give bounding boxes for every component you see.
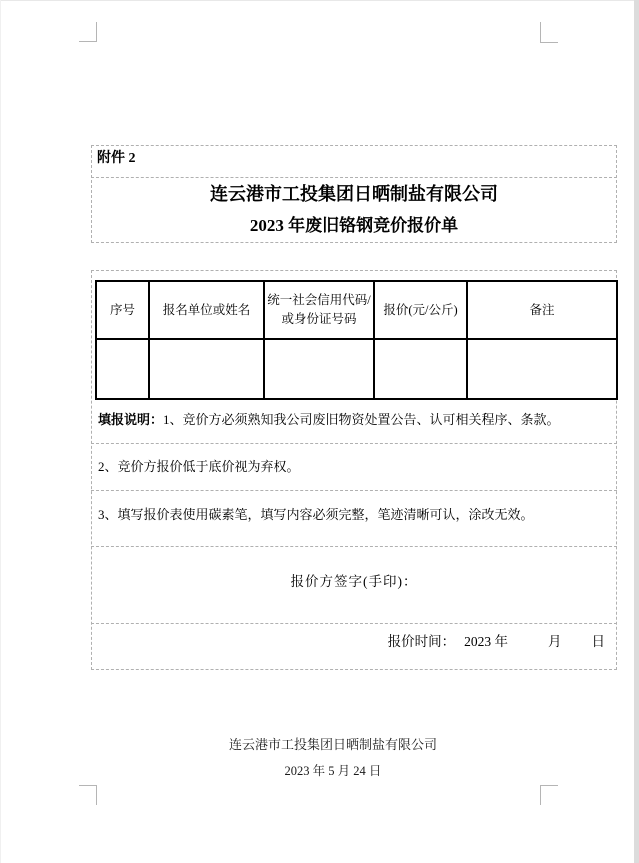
note-item-1-text: 1、竞价方必须熟知我公司废旧物资处置公告、认可相关程序、条款。 <box>163 412 560 427</box>
quote-time-year: 2023 年 <box>464 634 508 649</box>
page-edge-left <box>0 0 1 863</box>
footer-date: 2023 年 5 月 24 日 <box>284 764 382 778</box>
crop-mark-top-right <box>540 22 558 43</box>
text-boundary-divider <box>91 546 617 547</box>
header-cell-credit-code: 统一社会信用代码/或身份证号码 <box>264 281 374 339</box>
cell-serial-input[interactable] <box>96 339 149 399</box>
note-paragraph-3: 3、填写报价表使用碳素笔，填写内容必须完整，笔迹清晰可认，涂改无效。 <box>98 507 534 522</box>
note-paragraph-1 <box>98 408 611 431</box>
document-subtitle: 2023 年废旧铬钢竞价报价单 <box>249 216 459 235</box>
header-cell-serial: 序号 <box>96 281 149 339</box>
document-title: 连云港市工投集团日晒制盐有限公司 <box>210 184 498 204</box>
header-cell-name: 报名单位或姓名 <box>149 281 264 339</box>
cell-remark-input[interactable] <box>467 339 617 399</box>
crop-mark-bottom-right <box>540 785 558 805</box>
header-cell-price: 报价(元/公斤) <box>374 281 467 339</box>
footer-company: 连云港市工投集团日晒制盐有限公司 <box>228 737 437 752</box>
table-header-row <box>96 281 617 339</box>
header-cell-remark: 备注 <box>467 281 617 339</box>
crop-mark-top-left <box>79 22 97 42</box>
quote-time-line <box>91 630 617 654</box>
cell-price-input[interactable] <box>374 339 467 399</box>
text-boundary-divider <box>91 623 617 624</box>
text-boundary-divider <box>91 443 617 444</box>
attachment-label: 附件 2 <box>97 151 136 166</box>
quote-time-month: 月 <box>548 634 562 649</box>
crop-mark-bottom-left <box>79 785 97 805</box>
quote-time-day: 日 <box>591 634 605 649</box>
quote-time-label: 报价时间： <box>387 634 456 649</box>
quotation-table <box>95 280 618 400</box>
text-boundary-divider <box>91 490 617 491</box>
text-boundary-divider <box>91 177 617 178</box>
signature-line: 报价方签字(手印)： <box>290 574 418 589</box>
note-intro-label: 填报说明： <box>98 412 164 427</box>
note-paragraph-2: 2、竞价方报价低于底价视为弃权。 <box>98 459 300 474</box>
page-edge-top <box>0 0 639 1</box>
table-empty-row <box>96 339 617 399</box>
cell-name-input[interactable] <box>149 339 264 399</box>
cell-credit-code-input[interactable] <box>264 339 374 399</box>
